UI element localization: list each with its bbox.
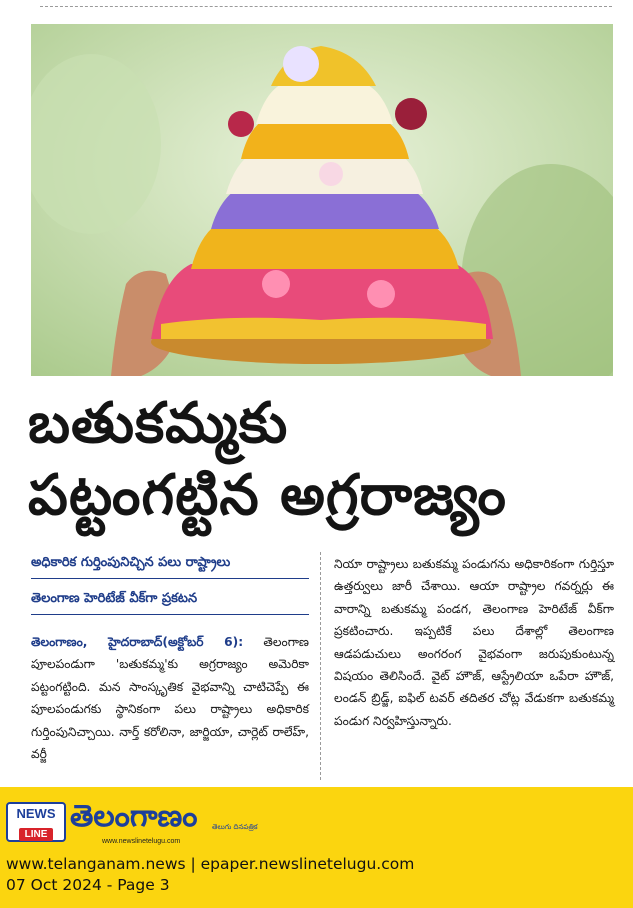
top-dashed-rule (40, 6, 612, 7)
column-divider (320, 552, 321, 780)
brand-tagline: తెలుగు దినపత్రిక (212, 823, 258, 831)
headline (28, 388, 618, 532)
footer-banner (0, 787, 633, 908)
headline-line-1: బతుకమ్మకు (28, 391, 289, 456)
brand-url: www.newslinetelugu.com (102, 838, 181, 845)
subheading-2: తెలంగాణ హెరిటేజ్ వీక్‌గా ప్రకటన (31, 587, 309, 615)
subheadings (31, 551, 309, 623)
footer-date-page: 07 Oct 2024 - Page 3 (6, 876, 170, 894)
footer-urls: www.telanganam.news | epaper.newslinetelugu.com (6, 855, 415, 873)
subheading-1: అధికారిక గుర్తింపునిచ్చిన పలు రాష్ట్రాలు (31, 551, 309, 579)
bathukamma-illustration (31, 24, 613, 376)
article-column-left (31, 631, 309, 765)
bathukamma-photo (31, 24, 613, 376)
headline-line-2: పట్టంగట్టిన అగ్రరాజ్యం (28, 463, 507, 528)
logo-line-text: LINE (19, 828, 54, 841)
newsline-logo (6, 802, 66, 842)
article-text-right: నియా రాష్ట్రాలు బతుకమ్మ పండుగను అధికారికంగా గుర్తిస్తూ ఉత్తర్వులు జారీ చేశాయి. ఆయా రాష్ట్రాల గవర్నర్లు ఈ వారాన్ని బతుకమ్మ పండగ, తెలంగాణ హెరిటేజ్ వీక్‌గా ప్రకటించారు. ఇప్పటికే పలు దేశాల్లో తెలంగాణ ఆడపడుచులు అంగరంగ వైభవంగా జరుపుకుంటున్న విషయం తెలిసిందే. వైట్ హౌజ్, ఆస్ట్రేలియా ఒపేరా హౌజ్, లండన్ బ్రిడ్జ్, ఐఫిల్ టవర్ తదితర చోట్ల వేడుకగా బతుకమ్మ పండుగ నిర్వహిస్తున్నారు. (334, 557, 614, 728)
logo-news-text: NEWS (16, 806, 56, 821)
article-column-right (334, 553, 614, 732)
article-text-left: తెలంగాణ పూలపండుగా 'బతుకమ్మ'కు అగ్రరాజ్యం అమెరికా పట్టంగట్టింది. మన సాంస్కృతిక వైభవాన్ని చాటిచెప్పే ఈ పూలపండుగకు స్థానికంగా పలు రాష్ట్రాలు అధికారిక గుర్తింపునిచ్చాయి. నార్త్ కరోలినా, జార్జియా, చార్లెట్ రాలేహ్, వర్జీ (31, 635, 309, 762)
brand-name: తెలంగాణం (70, 799, 198, 834)
article-dateline: తెలంగాణం, హైదరాబాద్(అక్టోబర్ 6): (31, 635, 244, 649)
